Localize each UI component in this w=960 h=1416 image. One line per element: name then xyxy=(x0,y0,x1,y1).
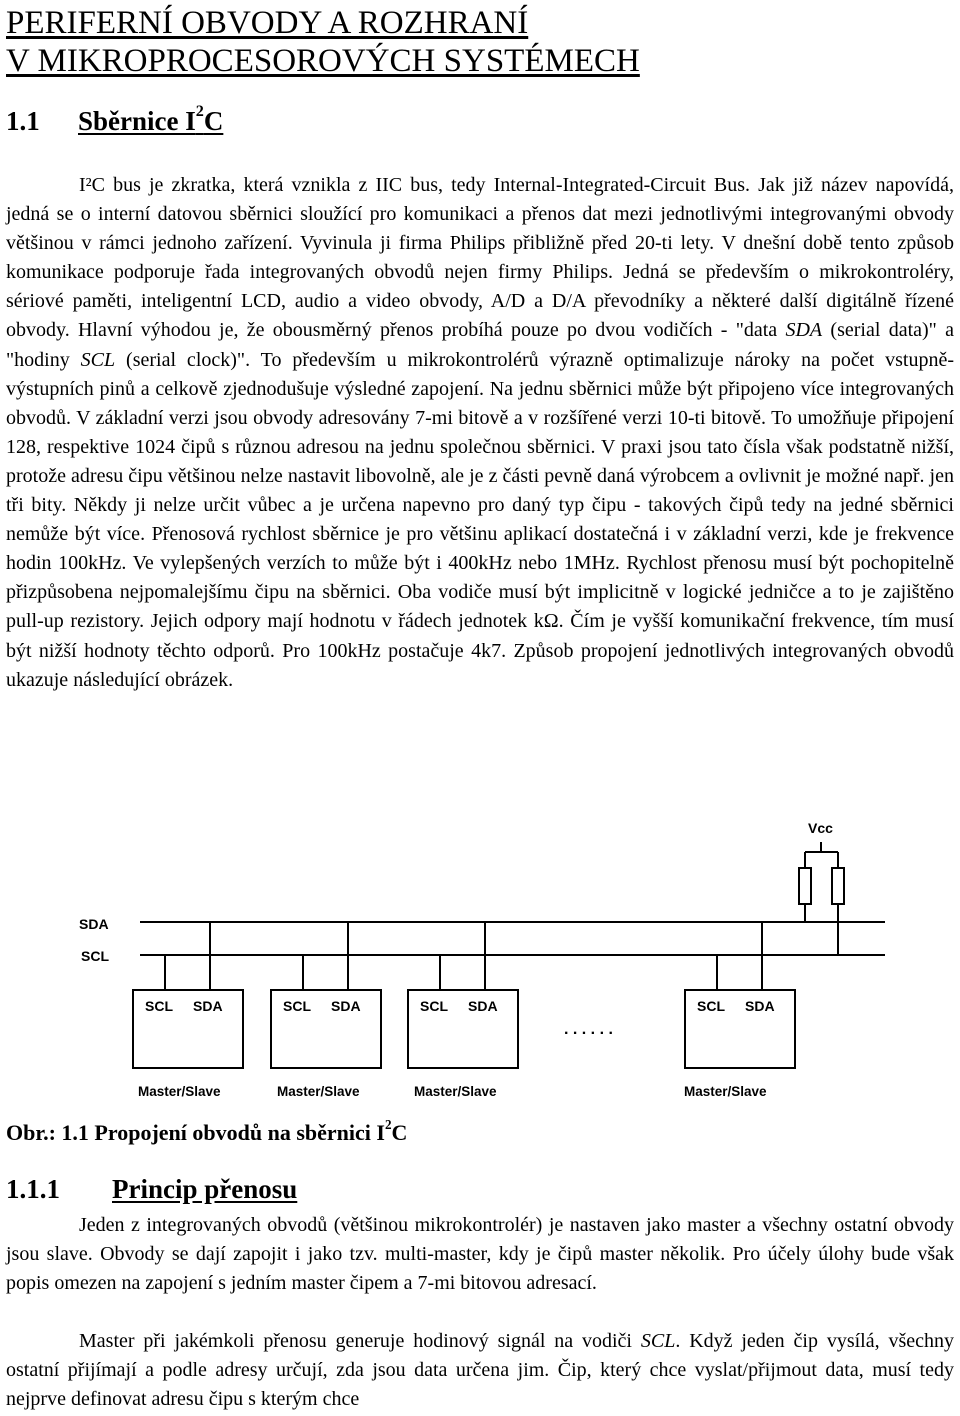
chip-2 xyxy=(271,922,381,1099)
paragraph-text: . Když jeden čip vysílá, všechny ostatní přijímají a podle adresy určují, zda jsou data určena jim. Čip, který chce vyslat/přijmout data, musí tedy nejprve definovat adresu čipu s kterým chce xyxy=(6,1330,955,1411)
caption-suffix: C xyxy=(391,1120,408,1145)
chip-1 xyxy=(133,922,243,1099)
chip-sda-pin: SDA xyxy=(193,998,223,1014)
scl-term: SCL xyxy=(640,1330,676,1352)
document-title-line-1: PERIFERNÍ OBVODY A ROZHRANÍ xyxy=(6,5,529,41)
chip-scl-pin: SCL xyxy=(283,998,311,1014)
chip-label: Master/Slave xyxy=(277,1084,360,1099)
chip-scl-pin: SCL xyxy=(145,998,173,1014)
section-title-suffix: C xyxy=(203,106,224,136)
section-title xyxy=(78,102,224,136)
section-title: Princip přenosu xyxy=(112,1174,298,1204)
caption-text: Obr.: 1.1 Propojení obvodů na sběrnici I xyxy=(6,1120,385,1145)
paragraph-intro xyxy=(6,171,954,695)
pull-up-resistor-scl xyxy=(832,868,844,904)
section-heading-1-1 xyxy=(6,104,223,138)
chip-label: Master/Slave xyxy=(138,1084,221,1099)
paragraph-text: I²C bus je zkratka, která vznikla z IIC bus, tedy Internal-Integrated-Circuit Bus. Jak již název napovídá, jedná se o interní datovou sběrnici sloužící pro komunikaci a přenos dat mezi jednotlivými integrovanými obvody většinou v rámci jednoho zařízení. Vyvinula ji firma Philips přibližně před 20-ti lety. V dnešní době tento způsob komunikace podporuje řada integrovaných obvodů nejen firmy Philips. Jedná se především o mikrokontroléry, sériové paměti, inteligentní LCD, audio a video obvody, A/D a D/A převodníky a některé další digitálně řízené obvody. Hlavní výhodou je, že obousměrný přenos probíhá pouze po dvou vodičích - "data xyxy=(6,174,954,342)
document-title xyxy=(6,4,640,80)
section-title-text: Sběrnice I xyxy=(78,106,196,136)
paragraph-text: (serial clock)". To především u mikrokontrolérů výrazně optimalizuje nároky na počet vstupně-výstupních pinů a celkově zjednodušuje výsledné zapojení. Na jednu sběrnici může být připojeno více integrovaných obvodů. V základní verzi jsou obvody adresovány 7-mi bitově a v rozšířené verzi 10-ti bitově. To umožňuje připojení 128, respektive 1024 čipů s různou adresou na jednu společnou sběrnici. V praxi jsou tato čísla však podstatně nižší, protože adresu čipu většinou nelze nastavit libovolně, ale je z části pevně daná výrobcem a ovlivnit je možné např. jen tři bity. Někdy ji nelze určit vůbec a je určena napevno pro daný typ čipu - takových čipů tedy na jedné sběrnici nemůže být více. Přenosová rychlost sběrnice je pro většinu aplikací dostatečná i v základní verzi, kde je frekvence hodin 100kHz. Ve vylepšených verzích to může být i 400kHz nebo 1MHz. Rychlost přenosu musí být pochopitelně přizpůsobena nejpomalejšímu čipu na sběrnici. Oba vodiče musí být implicitně v logické jedničce a to je zajištěno pull-up rezistory. Jejich odpory mají hodnotu v řádech jednotek kΩ. Čím je vyšší komunikační frekvence, tím musí být nižší hodnoty těchto odporů. Pro 100kHz postačuje 4k7. Způsob propojení jednotlivých integrovaných obvodů ukazuje následující obrázek. xyxy=(6,348,954,691)
section-number: 1.1 xyxy=(6,106,40,136)
paragraph-master-slave: Jeden z integrovaných obvodů (většinou mikrokontrolér) je nastaven jako master a všechny ostatní obvody jsou slave. Obvody se dají zapojit i jako tzv. multi-master, kdy je čipů master několik. Pro účely úlohy bude však popis omezen na zapojení s jedním master čipem a 7-mi bitovou adresací. xyxy=(6,1214,954,1295)
sda-term: SDA xyxy=(785,319,823,342)
section-heading-1-1-1 xyxy=(6,1172,297,1206)
section-number: 1.1.1 xyxy=(6,1174,60,1204)
chip-sda-pin: SDA xyxy=(745,998,775,1014)
document-title-line-2: V MIKROPROCESOROVÝCH SYSTÉMECH xyxy=(6,43,640,79)
paragraph-text: Master při jakémkoli přenosu generuje hodinový signál na vodiči xyxy=(79,1330,641,1352)
chip-label: Master/Slave xyxy=(684,1084,767,1099)
scl-term: SCL xyxy=(80,348,116,371)
chip-sda-pin: SDA xyxy=(331,998,361,1014)
vcc-label: Vcc xyxy=(808,820,833,836)
more-chips-ellipsis: . . . . . . xyxy=(564,1021,613,1038)
chip-scl-pin: SCL xyxy=(697,998,725,1014)
section-title-superscript: 2 xyxy=(195,102,204,121)
chip-3 xyxy=(408,922,518,1099)
figure-caption xyxy=(6,1118,407,1148)
i2c-bus-diagram xyxy=(70,812,890,1112)
paragraph-master-clock xyxy=(6,1327,954,1414)
chip-sda-pin: SDA xyxy=(468,998,498,1014)
caption-superscript: 2 xyxy=(384,1116,392,1132)
chip-4 xyxy=(684,922,795,1099)
scl-line-label: SCL xyxy=(81,948,109,964)
chip-label: Master/Slave xyxy=(414,1084,497,1099)
chip-scl-pin: SCL xyxy=(420,998,448,1014)
sda-line-label: SDA xyxy=(79,916,109,932)
paragraph-text: (serial data)" a "hodiny xyxy=(6,319,955,371)
pull-up-resistor-sda xyxy=(799,868,811,904)
